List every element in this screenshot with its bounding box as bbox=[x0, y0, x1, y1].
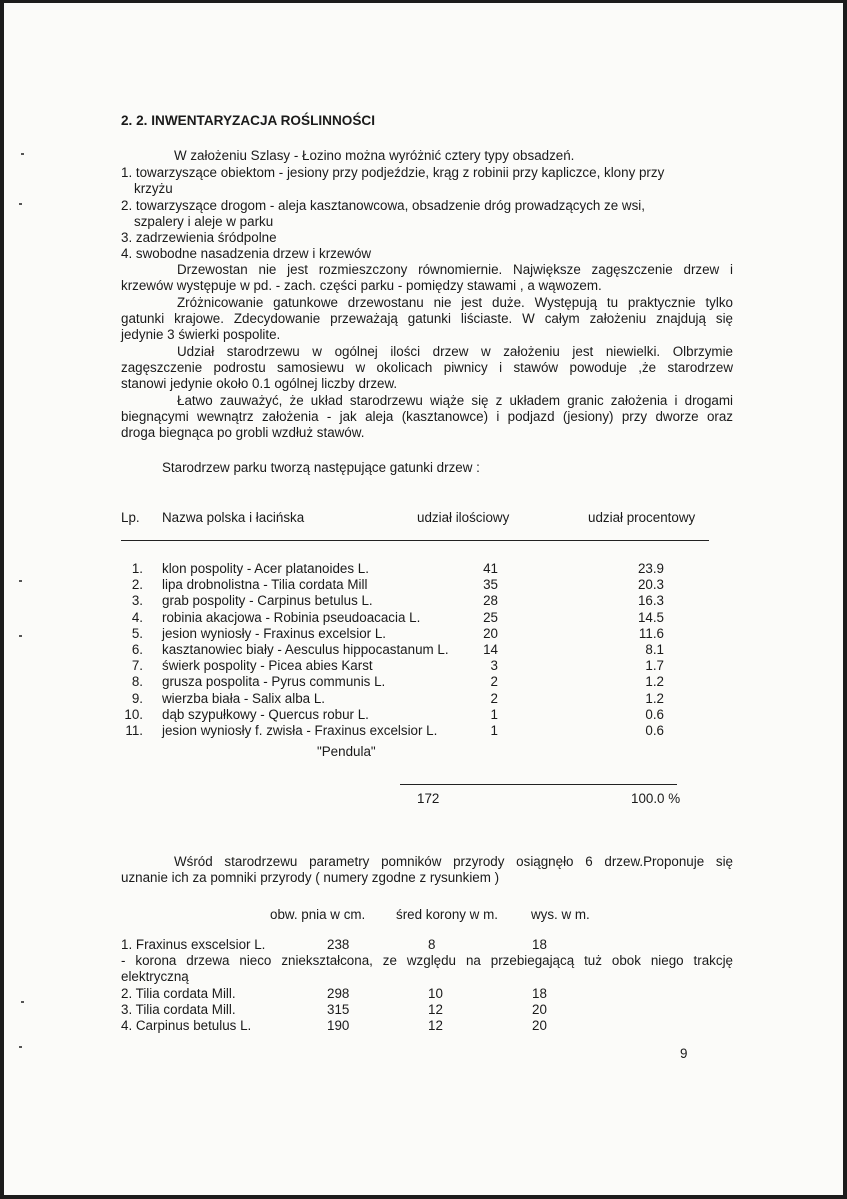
table-cell-name: jesion wyniosły f. zwisła - Fraxinus excelsior L. bbox=[162, 723, 438, 738]
table-cell-qty: 25 bbox=[483, 610, 498, 625]
monument-name: 1. Fraxinus exscelsior L. bbox=[121, 937, 266, 952]
table-cell-name: wierzba biała - Salix alba L. bbox=[162, 691, 326, 706]
monument-crown: 12 bbox=[428, 1002, 443, 1017]
table-cell-pct: 14.5 bbox=[637, 610, 664, 625]
monument-name: 3. Tilia cordata Mill. bbox=[121, 1002, 236, 1017]
paragraph-line: krzewów występuje w pd. - zach. części parku - pomiędzy stawami , a wąwozem. bbox=[121, 278, 602, 294]
table-cell-qty: 3 bbox=[490, 658, 498, 673]
table-cell-lp: 5. bbox=[131, 626, 143, 641]
table-cell-name: dąb szypułkowy - Quercus robur L. bbox=[162, 707, 369, 722]
paragraph-line: zagęszczenie podrostu samosiewu w okolicach piwnicy i stawów powoduje ,że starodrzew bbox=[121, 360, 733, 376]
total-qty: 172 bbox=[417, 791, 440, 806]
monument-girth: 298 bbox=[327, 986, 350, 1001]
table-cell-qty: 2 bbox=[490, 691, 498, 706]
paragraph-line: Udział starodrzewu w ogólnej ilości drzew w założeniu jest niewielki. Olbrzymie bbox=[177, 344, 733, 359]
table-cell-pct: 0.6 bbox=[645, 723, 664, 738]
table-cell-qty: 14 bbox=[483, 642, 498, 657]
monuments-header-girth: obw. pnia w cm. bbox=[270, 907, 366, 922]
table-cell-lp: 11. bbox=[125, 723, 143, 738]
margin-mark bbox=[21, 1001, 24, 1003]
total-rule bbox=[400, 784, 677, 785]
monuments-intro bbox=[121, 854, 733, 886]
table-cell-qty: 20 bbox=[483, 626, 498, 641]
paragraph-line: jedynie 3 świerki pospolite. bbox=[121, 327, 281, 343]
table-header-rule bbox=[121, 540, 709, 541]
intro-text: W założeniu Szlasy - Łozino można wyróżnić cztery typy obsadzeń. bbox=[174, 148, 575, 163]
table-cell-qty: 1 bbox=[490, 723, 498, 738]
monument-crown: 12 bbox=[428, 1018, 443, 1033]
table-cell-lp: 2. bbox=[131, 577, 143, 592]
paragraph-line: uznanie ich za pomniki przyrody ( numery zgodne z rysunkiem ) bbox=[121, 870, 500, 886]
table-cell-pct: 11.6 bbox=[638, 626, 664, 641]
paragraph-line: stanowi jedynie około 0.1 ogólnej liczby drzew. bbox=[121, 376, 398, 392]
monument-crown: 8 bbox=[428, 937, 436, 952]
total-pct: 100.0 % bbox=[631, 791, 681, 806]
paragraph-line: gatunki krajowe. Zdecydowanie przeważają gatunki liściaste. W całym założeniu znajdują się bbox=[121, 311, 733, 327]
table-cell-lp: 1. bbox=[131, 561, 143, 576]
table-cell-pct: 20.3 bbox=[637, 577, 664, 592]
document-page bbox=[4, 3, 843, 1195]
paragraph-line: biegnącymi wewnątrz założenia - jak aleja (kasztanowce) i podjazd (jesiony) przy dworze oraz bbox=[121, 409, 733, 425]
list-item: 3. zadrzewienia śródpolne bbox=[121, 230, 277, 245]
list-item: 1. towarzyszące obiektom - jesiony przy podjeździe, krąg z robinii przy kapliczce, klony przy bbox=[121, 165, 665, 180]
paragraph bbox=[121, 344, 733, 393]
paragraph bbox=[121, 295, 733, 344]
table-cell-name: klon pospolity - Acer platanoides L. bbox=[162, 561, 369, 576]
monument-name: 4. Carpinus betulus L. bbox=[121, 1018, 252, 1033]
margin-mark bbox=[19, 635, 22, 637]
table-cell-name: grab pospolity - Carpinus betulus L. bbox=[162, 593, 373, 608]
section-heading: 2. 2. INWENTARYZACJA ROŚLINNOŚCI bbox=[121, 113, 376, 128]
margin-mark bbox=[19, 1046, 22, 1048]
table-cell-pct: 23.9 bbox=[637, 561, 664, 576]
table-cell-qty: 2 bbox=[490, 674, 498, 689]
list-item-cont: szpalery i aleje w parku bbox=[134, 214, 274, 229]
monument-name: 2. Tilia cordata Mill. bbox=[121, 986, 236, 1001]
table-cell-pct: 1.7 bbox=[645, 658, 664, 673]
monument-girth: 315 bbox=[327, 1002, 350, 1017]
margin-mark bbox=[19, 580, 22, 582]
table-cell-qty: 28 bbox=[483, 593, 498, 608]
paragraph-line: Drzewostan nie jest rozmieszczony równomiernie. Największe zagęszczenie drzew i bbox=[177, 262, 733, 277]
table-row-continuation: "Pendula" bbox=[317, 744, 376, 759]
monument-height: 20 bbox=[532, 1002, 547, 1017]
table-cell-pct: 16.3 bbox=[637, 593, 664, 608]
margin-mark bbox=[19, 203, 22, 205]
table-cell-lp: 3. bbox=[131, 593, 143, 608]
table-header-qty: udział ilościowy bbox=[417, 510, 510, 525]
margin-mark bbox=[21, 153, 24, 155]
monument-crown: 10 bbox=[428, 986, 443, 1001]
table-header-pct: udział procentowy bbox=[588, 510, 696, 525]
table-cell-name: jesion wyniosły - Fraxinus excelsior L. bbox=[162, 626, 386, 641]
table-cell-pct: 0.6 bbox=[645, 707, 664, 722]
paragraph-line: - korona drzewa nieco zniekształcona, ze względu na przebiegającą tuż obok niego trakcję bbox=[121, 953, 733, 968]
table-cell-lp: 10. bbox=[124, 707, 143, 722]
paragraph bbox=[121, 262, 733, 294]
table-header-name: Nazwa polska i łacińska bbox=[162, 510, 305, 525]
table-cell-name: kasztanowiec biały - Aesculus hippocastanum L. bbox=[162, 642, 449, 657]
paragraph-line: droga biegnąca po grobli wzdłuż stawów. bbox=[121, 425, 365, 441]
list-item-cont: krzyżu bbox=[134, 181, 173, 196]
table-cell-lp: 6. bbox=[131, 642, 143, 657]
table-cell-lp: 4. bbox=[131, 610, 143, 625]
monuments-header-height: wys. w m. bbox=[531, 907, 590, 922]
list-item: 2. towarzyszące drogom - aleja kasztanowcowa, obsadzenie dróg prowadzących ze wsi, bbox=[121, 198, 645, 213]
table-cell-lp: 9. bbox=[131, 691, 143, 706]
species-intro: Starodrzew parku tworzą następujące gatunki drzew : bbox=[162, 460, 480, 475]
paragraph-line: Zróżnicowanie gatunkowe drzewostanu nie jest duże. Występują tu praktycznie tylko bbox=[177, 295, 733, 310]
paragraph-line: elektryczną bbox=[121, 969, 189, 985]
monument-height: 18 bbox=[532, 937, 547, 952]
monument-girth: 190 bbox=[327, 1018, 350, 1033]
page-number: 9 bbox=[680, 1046, 688, 1061]
paragraph bbox=[121, 393, 733, 442]
table-cell-qty: 1 bbox=[490, 707, 498, 722]
monument-height: 18 bbox=[532, 986, 547, 1001]
monument-height: 20 bbox=[532, 1018, 547, 1033]
table-cell-name: lipa drobnolistna - Tilia cordata Mill bbox=[162, 577, 368, 592]
monument-note bbox=[121, 953, 733, 985]
table-header-lp: Lp. bbox=[121, 510, 140, 525]
table-cell-pct: 1.2 bbox=[645, 691, 664, 706]
paragraph-line: Wśród starodrzewu parametry pomników przyrody osiągnęło 6 drzew.Proponuje się bbox=[174, 854, 733, 869]
list-item: 4. swobodne nasadzenia drzew i krzewów bbox=[121, 246, 372, 261]
table-cell-name: świerk pospolity - Picea abies Karst bbox=[162, 658, 373, 673]
table-cell-name: robinia akacjowa - Robinia pseudoacacia L. bbox=[162, 610, 421, 625]
table-cell-qty: 41 bbox=[483, 561, 498, 576]
table-cell-name: grusza pospolita - Pyrus communis L. bbox=[162, 674, 386, 689]
monument-girth: 238 bbox=[327, 937, 350, 952]
paragraph-line: Łatwo zauważyć, że układ starodrzewu wiąże się z układem granic założenia i drogami bbox=[177, 393, 733, 408]
table-cell-qty: 35 bbox=[483, 577, 498, 592]
table-cell-pct: 8.1 bbox=[645, 642, 664, 657]
table-cell-lp: 8. bbox=[131, 674, 143, 689]
monuments-header-crown: śred korony w m. bbox=[396, 907, 498, 922]
table-cell-pct: 1.2 bbox=[645, 674, 664, 689]
table-cell-lp: 7. bbox=[131, 658, 143, 673]
